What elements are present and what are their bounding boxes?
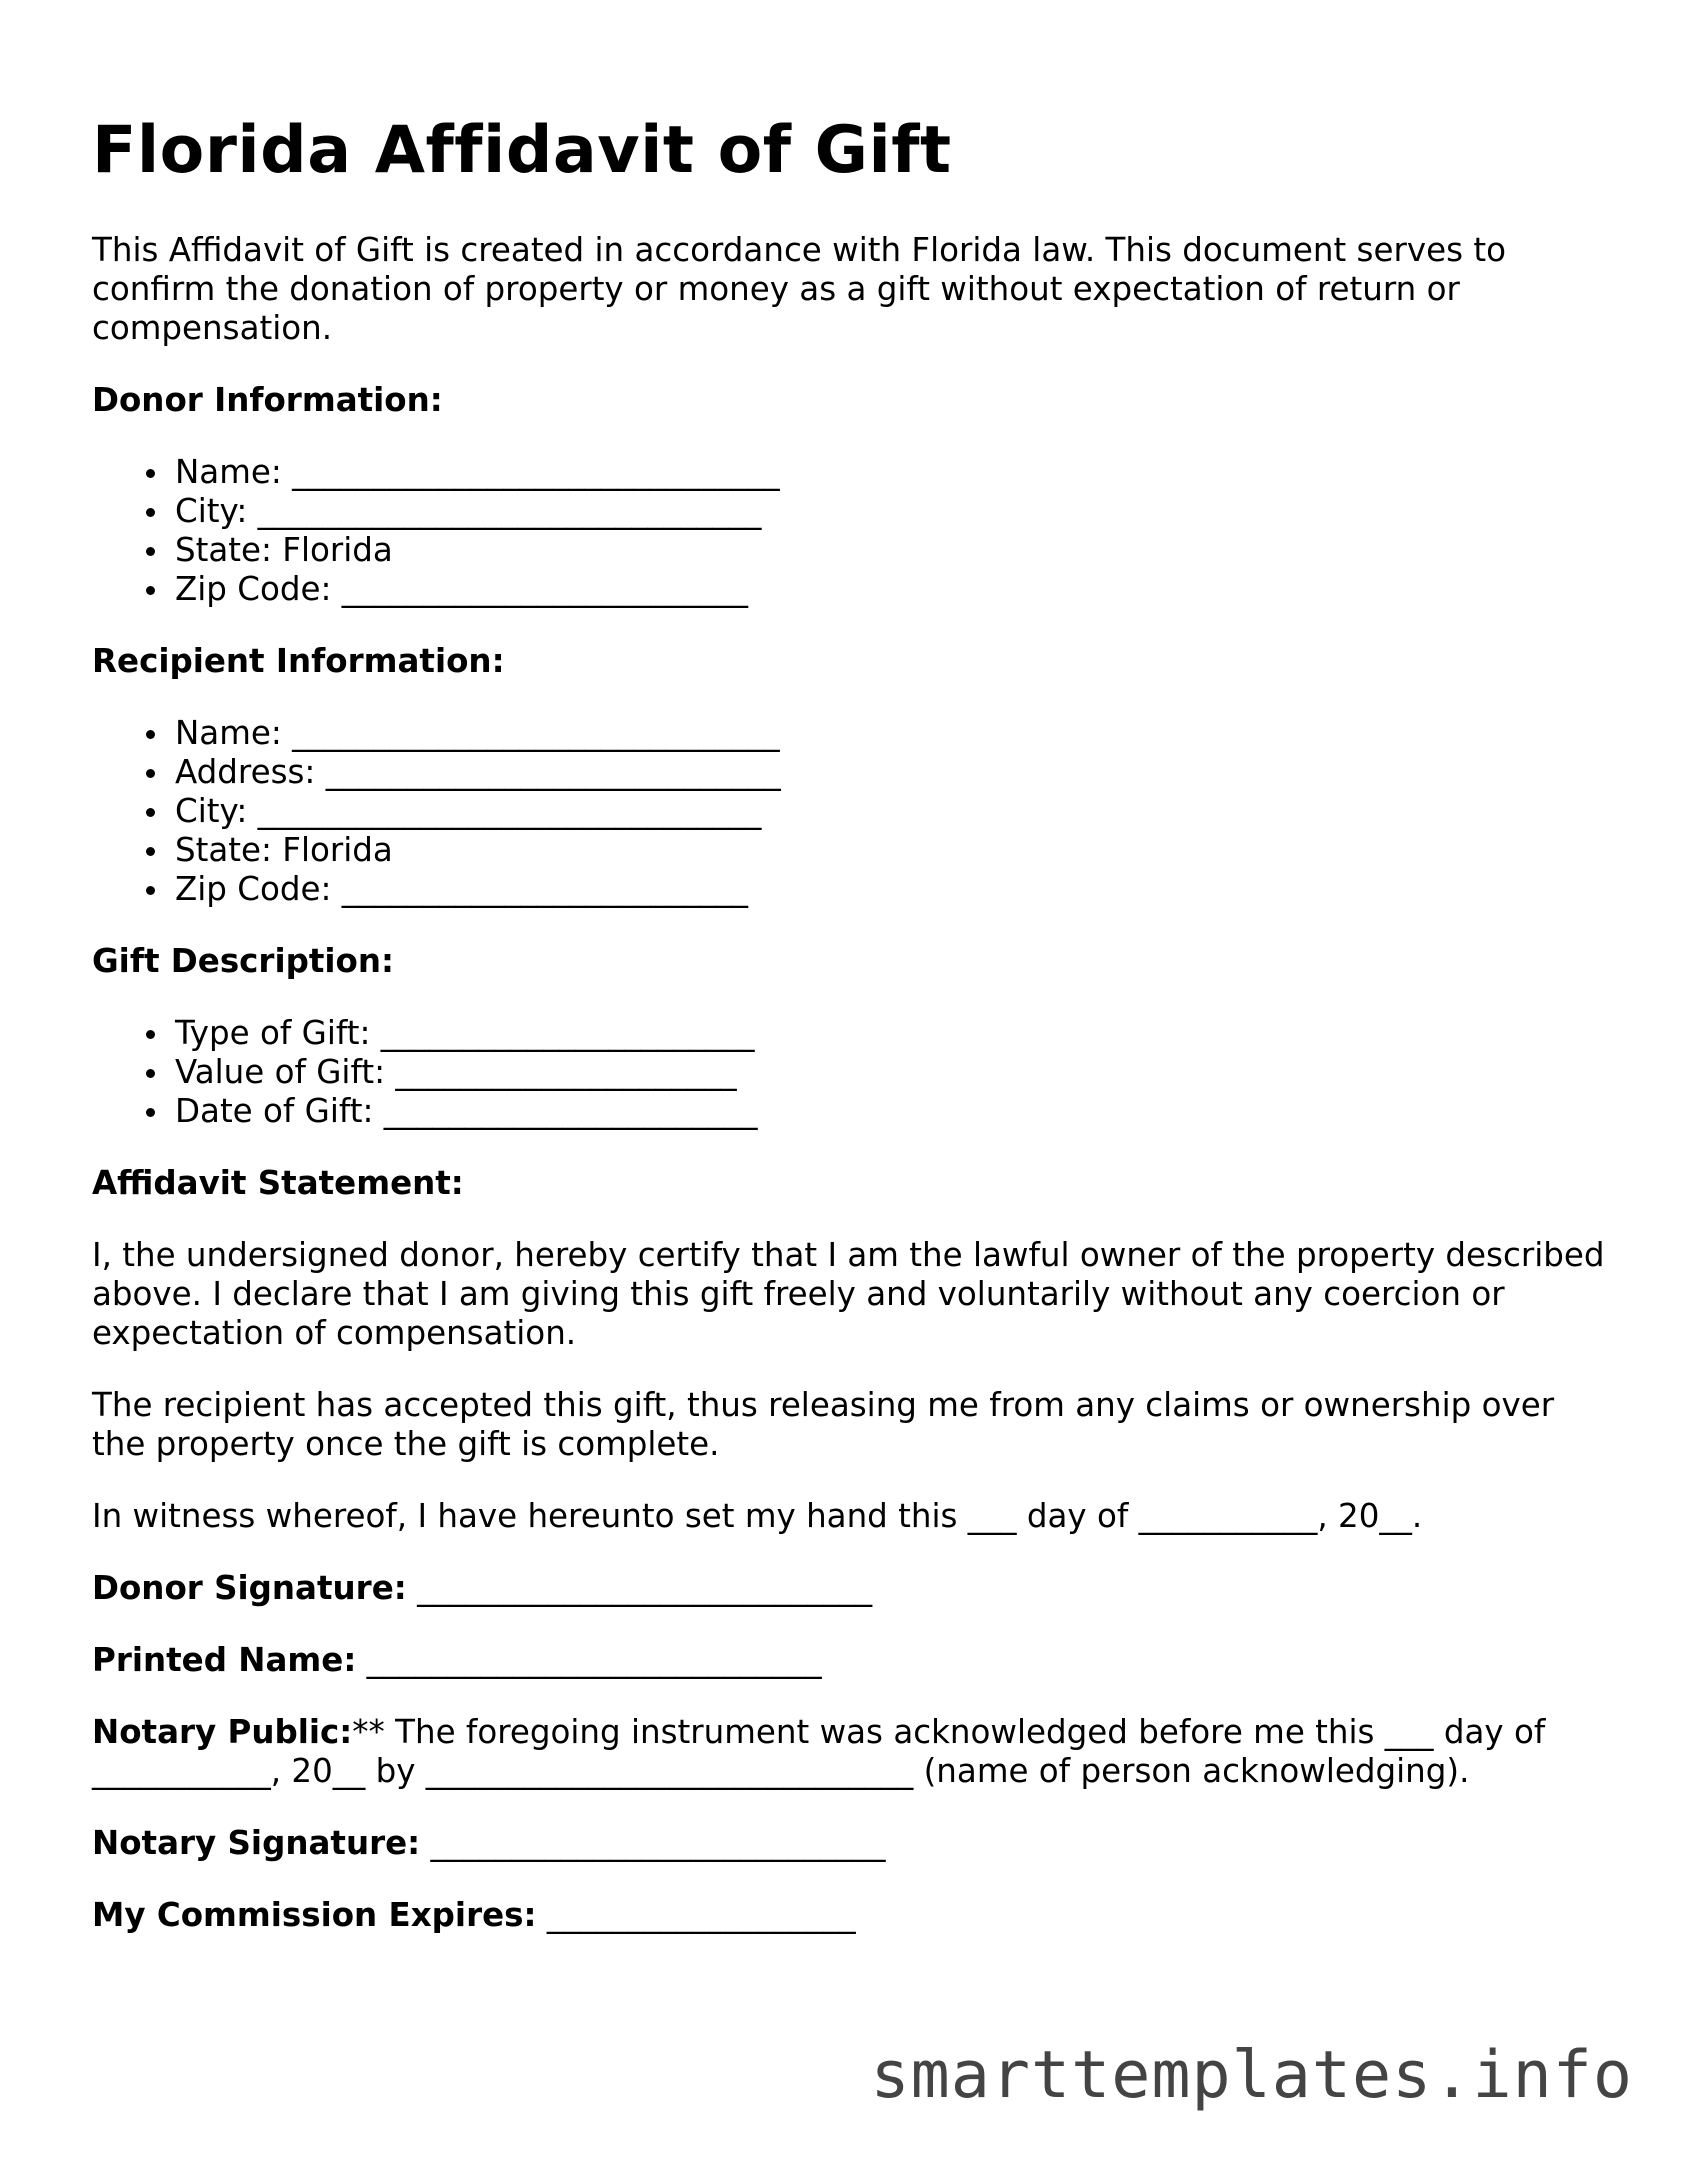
printed-name-blank: ____________________________ [366, 1640, 822, 1679]
notary-public-paragraph [92, 1713, 1612, 1791]
commission-expires-line [92, 1896, 1612, 1935]
recipient-name-field: Name: ______________________________ [175, 714, 1612, 753]
donor-signature-label: Donor Signature: [92, 1568, 407, 1607]
donor-signature-blank: ____________________________ [417, 1568, 873, 1607]
recipient-heading: Recipient Information: [92, 641, 505, 680]
statement-paragraph-2: The recipient has accepted this gift, thus releasing me from any claims or ownership over the property once the gift is complete. [92, 1385, 1555, 1463]
gift-list [92, 1014, 1612, 1131]
gift-type-field: Type of Gift: _______________________ [175, 1014, 1612, 1053]
document-title: Florida Affidavit of Gift [92, 113, 952, 188]
witness-paragraph: In witness whereof, I have hereunto set my hand this ___ day of ___________, 20__. [92, 1496, 1423, 1535]
donor-state-field: State: Florida [175, 531, 1612, 570]
donor-zip-field: Zip Code: _________________________ [175, 570, 1612, 609]
recipient-list [92, 714, 1612, 909]
statement-heading: Affidavit Statement: [92, 1163, 464, 1202]
recipient-city-field: City: _______________________________ [175, 792, 1612, 831]
commission-expires-blank: ___________________ [546, 1895, 856, 1934]
notary-signature-blank: ____________________________ [430, 1823, 886, 1862]
gift-value-field: Value of Gift: _____________________ [175, 1053, 1612, 1092]
donor-heading: Donor Information: [92, 380, 443, 419]
donor-city-field: City: _______________________________ [175, 492, 1612, 531]
notary-signature-line [92, 1824, 1612, 1863]
donor-name-field: Name: ______________________________ [175, 453, 1612, 492]
donor-signature-line [92, 1569, 1612, 1608]
printed-name-label: Printed Name: [92, 1640, 357, 1679]
intro-paragraph: This Affidavit of Gift is created in accordance with Florida law. This document serves to confirm the donation of property or money as a gift without expectation of return or compensation. [92, 230, 1506, 347]
recipient-zip-field: Zip Code: _________________________ [175, 870, 1612, 909]
gift-date-field: Date of Gift: _______________________ [175, 1092, 1612, 1131]
recipient-address-field: Address: ____________________________ [175, 753, 1612, 792]
donor-list [92, 453, 1612, 609]
statement-paragraph-1: I, the undersigned donor, hereby certify that I am the lawful owner of the property described above. I declare that I am giving this gift freely and voluntarily without any coercion or expectation of compensation. [92, 1235, 1605, 1352]
notary-public-text: ** The foregoing instrument was acknowledged before me this ___ day of ___________, 20__ by ______________________________ (name of person acknowledging). [92, 1712, 1546, 1790]
gift-heading: Gift Description: [92, 941, 395, 980]
recipient-state-field: State: Florida [175, 831, 1612, 870]
notary-signature-label: Notary Signature: [92, 1823, 421, 1862]
document [92, 115, 1612, 1968]
commission-expires-label: My Commission Expires: [92, 1895, 537, 1934]
notary-public-label: Notary Public: [92, 1712, 353, 1751]
watermark: smarttemplates.info [870, 2038, 1633, 2113]
printed-name-line [92, 1641, 1612, 1680]
